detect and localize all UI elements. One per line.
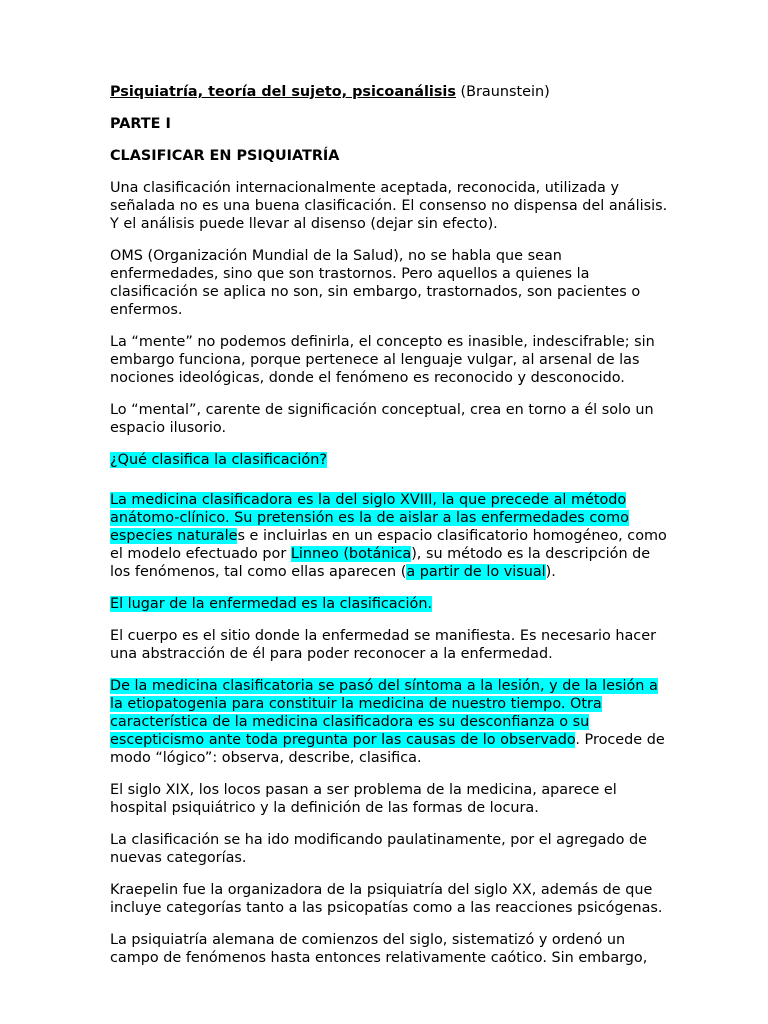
text-span: . Procede de modo “lógico”: observa, describe, clasifica.	[110, 732, 665, 766]
paragraph-2: OMS (Organización Mundial de la Salud), no se habla que sean enfermedades, sino que son trastornos. Pero aquellos a quienes la clasificación se aplica no son, sin embargo, trastornados, son pacientes o enfermos.	[110, 248, 641, 318]
paragraph-7: El cuerpo es el sitio donde la enfermedad se manifiesta. Es necesario hacer una abstracción de él para poder reconocer a la enfermedad.	[110, 628, 656, 662]
title-author: (Braunstein)	[455, 84, 550, 100]
paragraph-8	[110, 677, 670, 767]
paragraph-11: Kraepelin fue la organizadora de la psiquiatría del siglo XX, además de que incluye categorías tanto a las psicopatías como a las reacciones psicógenas.	[110, 882, 663, 916]
highlight-span: La medicina clasificadora es la del siglo XVIII, la que precede al método anátomo-clínico. Su pretensión es la de aislar a las enfermedades como especies naturale	[110, 492, 629, 544]
paragraph-6	[110, 595, 670, 613]
document-page	[110, 83, 670, 981]
highlight-span: Linneo (botánica	[290, 546, 412, 562]
text-span: ), su método es la descripción de los fenómenos, tal como ellas aparecen (	[110, 546, 651, 580]
title-text: Psiquiatría, teoría del sujeto, psicoanálisis	[110, 84, 456, 100]
highlighted-question: ¿Qué clasifica la clasificación?	[110, 452, 327, 468]
paragraph-9: El siglo XIX, los locos pasan a ser problema de la medicina, aparece el hospital psiquiátrico y la definición de las formas de locura.	[110, 782, 617, 816]
text-span: ).	[545, 564, 556, 580]
highlight-span: El lugar de la enfermedad es la clasificación.	[110, 596, 433, 612]
section-heading: CLASIFICAR EN PSIQUIATRÍA	[110, 148, 340, 164]
paragraph-12: La psiquiatría alemana de comienzos del siglo, sistematizó y ordenó un campo de fenómenos hasta entonces relativamente caótico. Sin embargo,	[110, 932, 648, 966]
document-title	[110, 83, 670, 101]
part-heading: PARTE I	[110, 116, 171, 132]
text-span: s e incluirlas en un espacio clasificatorio homogéneo, como el modelo efectuado por	[110, 528, 667, 562]
paragraph-10: La clasificación se ha ido modificando paulatinamente, por el agregado de nuevas categorías.	[110, 832, 647, 866]
paragraph-3: La “mente” no podemos definirla, el concepto es inasible, indescifrable; sin embargo funciona, porque pertenece al lenguaje vulgar, al arsenal de las nociones ideológicas, donde el fenómeno es reconocido y desconocido.	[110, 334, 655, 386]
paragraph-4: Lo “mental”, carente de significación conceptual, crea en torno a él solo un espacio ilusorio.	[110, 402, 654, 436]
paragraph-1: Una clasificación internacionalmente aceptada, reconocida, utilizada y señalada no es una buena clasificación. El consenso no dispensa del análisis. Y el análisis puede llevar al disenso (dejar sin efecto).	[110, 180, 668, 232]
highlight-span: De la medicina clasificatoria se pasó del síntoma a la lesión, y de la lesión a la etiopatogenia para constituir la medicina de nuestro tiempo. Otra característica de la medicina clasificadora es su desconfianza o su escepticismo ante toda pregunta por las causas de lo observado	[110, 678, 658, 748]
question-paragraph	[110, 451, 670, 469]
paragraph-5	[110, 491, 670, 581]
highlight-span: a partir de lo visual	[406, 564, 546, 580]
